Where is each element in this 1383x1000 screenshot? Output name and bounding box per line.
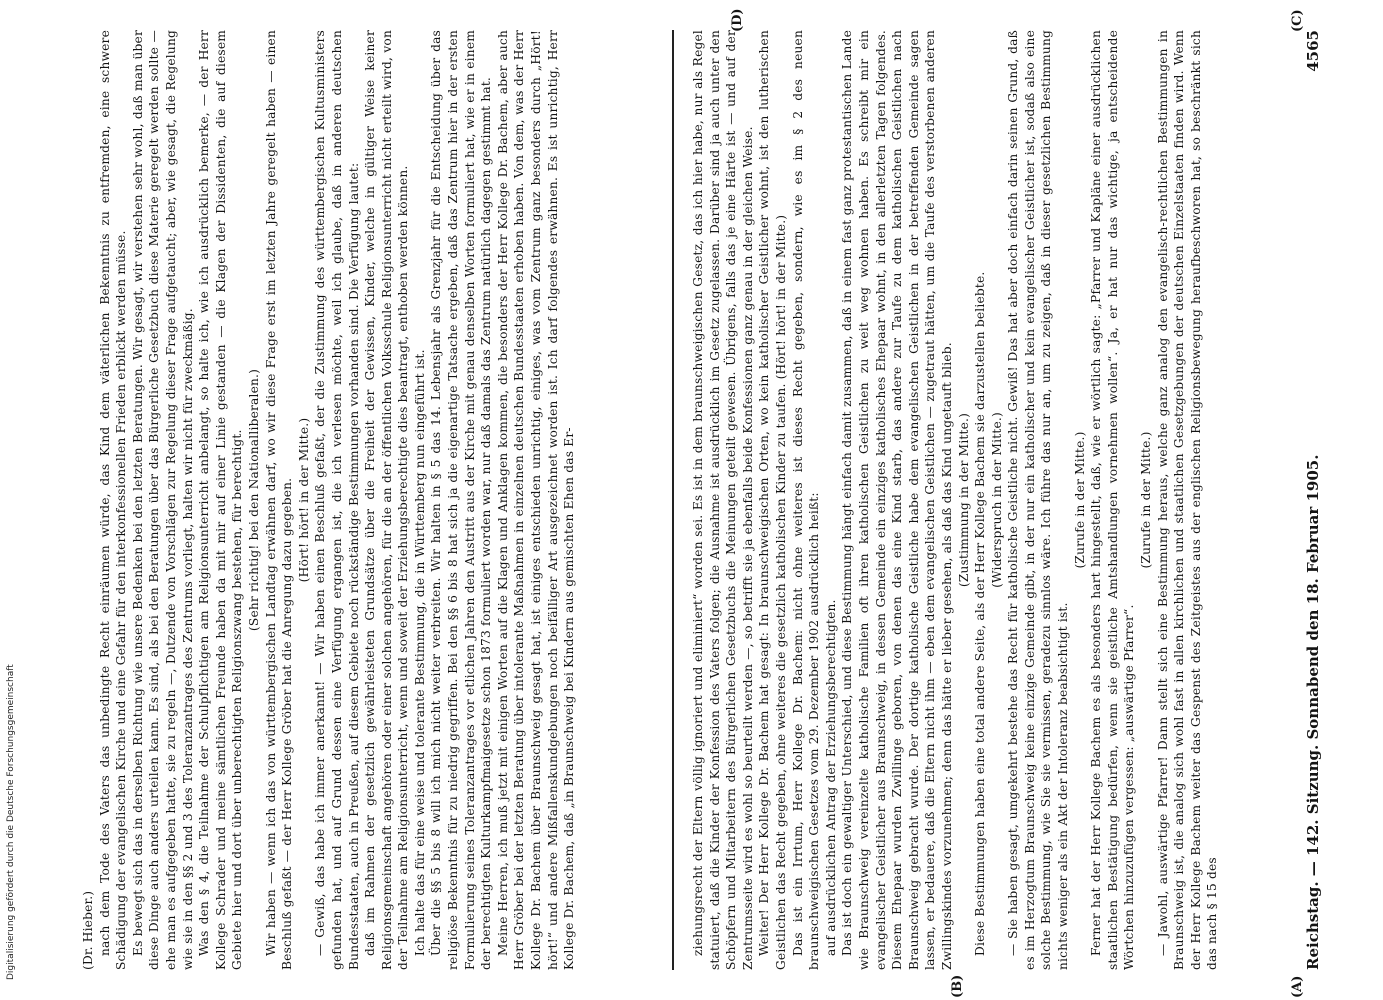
paragraph: Über die §§ 5 bis 8 will ich mich nicht weiter verbreiten. Wir halten in § 5 das 14. Lebensjahr als Grenzjahr für die Entscheidung über das religiöse Bekenntnis für zu niedrig gegriffen. Bei den §§ 6 bis 8 hat sich ja die eigenartige Tatsache ergeben, daß das Zentrum hier in der ersten Formulierung seines Toleranzantrages vor etlichen Jahren den Austritt aus der Kirche mit genau denselben Worten formuliert hat, wie er in einem der berechtigten Kulturkampfmaigesetze schon 1873 formuliert worden war, nur daß damals das Zentrum natürlich dagegen gestimmt hat. bbox=[429, 30, 494, 970]
paragraph: Meine Herren, ich muß jetzt mit einigen Worten auf die Klagen und Anklagen kommen, die besonders der Herr Kollege Dr. Bachem, aber auch Herr Gröber bei der letzten Beratung über intolerante Maßnahmen in einzelnen deutschen Bundesstaaten erhoben haben. Von dem, was der Herr Kollege Dr. Bachem über Braunschweig gesagt hat, ist einiges entschieden unrichtig, einiges, was vom Zentrum ganz besonders durch „Hört! hört!“ und andere Mißfallenskundgebungen noch beifälliger Art ausgezeichnet worden ist. Ich darf folgendes erwähnen. Es ist unrichtig, Herr Kollege Dr. Bachem, daß „in Braunschweig bei Kindern aus gemischten Ehen das Er- bbox=[495, 30, 577, 970]
paragraph: — Sie haben gesagt, umgekehrt bestehe das Recht für katholische Geistliche nicht. Gewiß! Das hat aber doch einfach darin seinen Grund, daß es im Herzogtum Braunschweig keine einzige Gemeinde gibt, in der nur ein katholischer und kein evangelischer Geistlicher ist, sodaß also eine solche Bestimmung, wie Sie sie vermissen, geradezu sinnlos wäre. Ich führe das nur an, um zu zeigen, daß in dieser gesetzlichen Bestimmung nichts weniger als ein Akt der Intoleranz beabsichtigt ist. bbox=[1006, 30, 1071, 970]
running-header: Reichstag. — 142. Sitzung. Sonnabend den 18. Februar 1905. bbox=[1304, 454, 1322, 970]
page-header bbox=[1300, 30, 1326, 970]
left-column bbox=[80, 30, 665, 970]
paragraph: (Widerspruch in der Mitte.) bbox=[989, 412, 1004, 588]
paragraph: (Sehr richtig! bei den Nationalliberalen.) bbox=[246, 368, 261, 632]
paragraph: nach dem Tode des Vaters das unbedingte Recht einräumen würde, das Kind dem väterlichen Bekenntnis zu entfremden, eine schwere Schädigung der evangelischen Kirche und eine Gefahr für den interkonfessionellen Frieden erblickt werden müsse. bbox=[97, 30, 129, 970]
margin-mark-b: (B) bbox=[950, 974, 965, 998]
paragraph: ziehungsrecht der Eltern völlig ignoriert und eliminiert“ worden sei. Es ist in dem braunschweigischen Gesetz, das ich hier habe, nur als Regel statuiert, daß die Kinder der Konfession des Vaters folgen; die Ausnahme ist ausdrücklich im Gesetz zugelassen. Darüber sind ja auch unter den Schöpfern und Mitarbeitern des Bürgerlichen Gesetzbuchs die Meinungen geteilt gewesen. Übrigens, falls das je eine Härte ist — und auf der Zentrumsseite wird es wohl so beurteilt werden —, so betrifft sie ja ebenfalls beide Konfessionen ganz genau in der gleichen Weise. bbox=[691, 30, 755, 970]
margin-mark-d: (D) bbox=[730, 8, 745, 32]
paragraph: — Gewiß, das habe ich immer anerkannt! — Wir haben einen Beschluß gefaßt, der die Zustimmung des württembergischen Kultusministers gefunden hat, und auf Grund dessen eine Verfügung ergangen ist, die ich verlesen möchte, weil ich glaube, daß in anderen deutschen Bundesstaaten, auch in Preußen, auf diesem Gebiete noch rückständige Bestimmungen vorhanden sind. Die Verfügung lautet: bbox=[313, 30, 361, 970]
paragraph: (Zustimmung in der Mitte.) bbox=[956, 412, 971, 588]
paragraph: Weiter! Der Herr Kollege Dr. Bachem hat gesagt: In braunschweigischen Orten, wo kein katholischer Geistlicher wohnt, ist den lutherischen Geistlichen das Recht gegeben, ohne weiteres die gesetzlich katholischen Kinder zu taufen. (Hört! hört! in der Mitte.) bbox=[757, 30, 788, 970]
paragraph: Wir haben — wenn ich das von württembergischen Landtag erwähnen darf, wo wir diese Frage erst im letzten Jahre geregelt haben — einen Beschluß gefaßt — der Herr Kollege Gröber hat die Anregung dazu gegeben. bbox=[263, 30, 295, 970]
page-number: 4565 bbox=[1304, 30, 1322, 72]
right-column bbox=[690, 30, 1290, 970]
paragraph: auf ausdrücklichen Antrag der Erziehungsberechtigten. bbox=[823, 599, 838, 956]
column-divider bbox=[672, 30, 674, 970]
paragraph: (Zurufe in der Mitte.) bbox=[1139, 431, 1154, 569]
paragraph: Das ist doch ein gewaltiger Unterschied, und diese Bestimmung hängt einfach damit zusammen, daß in einem fast ganz protestantischen Lande wie Braunschweig vereinzelte katholische Familien oft ihren katholischen Geistlichen zu weit weg wohnen haben. Es schreibt mir ein evangelischer Geistlicher aus Braunschweig, in dessen Gemeinde ein einziges katholisches Ehepaar wohnt, in den allerletzten Tagen folgendes. Diesem Ehepaar wurden Zwillinge geboren, von denen das eine Kind starb, das andere zur Taufe zu dem katholischen Geistlichen nach Braunschweig gebracht wurde. Der dortige katholische Geistliche habe dem evangelischen Geistlichen in der betreffenden Gemeinde sagen lassen, er bedauere, daß die Eltern nicht ihm — eben dem evangelischen Geistlichen — zugetraut hätten, um die Taufe des verstorbenen anderen Zwillingskindes vorzunehmen; denn das hätte er lieber gesehen, als daß das Kind ungetauft blieb. bbox=[840, 30, 954, 970]
paragraph: Ich halte das für eine weise und tolerante Bestimmung, die in Württemberg nun eingeführt ist. bbox=[412, 349, 427, 956]
digitization-credit bbox=[6, 20, 20, 980]
paragraph: Ferner hat der Herr Kollege Bachem es als besonders hart hingestellt, daß, wie er wörtlich sagte: „Pfarrer und Kapläne einer ausdrücklichen staatlichen Bestätigung bedürfen, wenn sie geistliche Amtshandlungen vornehmen wollen“. Ja, er hat nur das wichtige, ja entscheidende Wörtchen hinzuzufügen vergessen: „auswärtige Pfarrer“. bbox=[1089, 30, 1137, 970]
margin-mark-c: (C) bbox=[1290, 9, 1305, 32]
paragraph: (Hört! hört! in der Mitte.) bbox=[296, 417, 311, 583]
paragraph: Diese Bestimmungen haben eine total andere Seite, als der Herr Kollege Bachem sie darzustellen beliebte. bbox=[973, 271, 988, 956]
paragraph: Das ist ein Irrtum, Herr Kollege Dr. Bachem: nicht ohne weiteres ist dieses Recht gegeben, sondern, wie es im § 2 des neuen braunschweigischen Gesetzes vom 29. Dezember 1902 ausdrücklich heißt: bbox=[790, 30, 822, 970]
credit-vertical: Digitalisierung gefördert durch die Deutsche Forschungsgemeinschaft bbox=[6, 664, 16, 980]
paragraph: — Jawohl, auswärtige Pfarrer! Dann stellt sich eine Bestimmung heraus, welche ganz analog den evangelisch-rechtlichen Bestimmungen in Braunschweig ist, die analog sich wohl fast in allen kirchlichen und staatlichen Gesetzgebungen der deutschen Einzelstaaten finden wird. Wenn der Herr Kollege Bachem weiter das Gespenst des Zeitgeistes aus der englischen Religionsbewegung heraufbeschworen hat, so beschränkt sich das nach § 15 des bbox=[1155, 30, 1220, 970]
speaker-label: (Dr. Hieber.) bbox=[81, 890, 95, 970]
paragraph: (Zurufe in der Mitte.) bbox=[1072, 431, 1087, 569]
margin-mark-a: (A) bbox=[1290, 975, 1305, 998]
paragraph: Es bewegt sich das in derselben Richtung wie unsere Bedenken bei den letzten Beratungen. Wir gesagt, wir verstehen sehr wohl, daß man über diese Dinge auch anders urteilen kann. Es sind, als bei den Beratungen über das Bürgerliche Gesetzbuch diese Materie geregelt werden sollte — ehe man es aufgegeben hatte, sie zu regeln —, Dutzende von Vorschlägen zur Regelung dieser Frage aufgetaucht; aber, wie gesagt, die Regelung wie sie in den §§ 2 und 3 des Toleranzantrages des Zentrums vorliegt, halten wir nicht für zweckmäßig. bbox=[130, 30, 195, 970]
paragraph: Was den § 4, die Teilnahme der Schulpflichtigen am Religionsunterricht anbelangt, so halte ich, wie ich ausdrücklich bemerke, — der Herr Kollege Schrader und meine sämtlichen Freunde haben da mit mir auf einer Linie gestanden — die Klagen der Dissidenten, die auf diesem Gebiete hier und dort über unberechtigten Religionszwang bestehen, für berechtigt. bbox=[197, 30, 245, 970]
paragraph: daß im Rahmen der gesetzlich gewährleisteten Grundsätze über die Freiheit der Gewissen, Kinder, welche in gültiger Weise keiner Religionsgemeinschaft angehören oder einer solchen angehören, für die an der öffentlichen Volksschule Religionsunterricht nicht erteilt wird, von der Teilnahme am Religionsunterricht, wenn und soweit der Erziehungsberechtigte dies beantragt, enthoben werden können. bbox=[363, 30, 411, 970]
